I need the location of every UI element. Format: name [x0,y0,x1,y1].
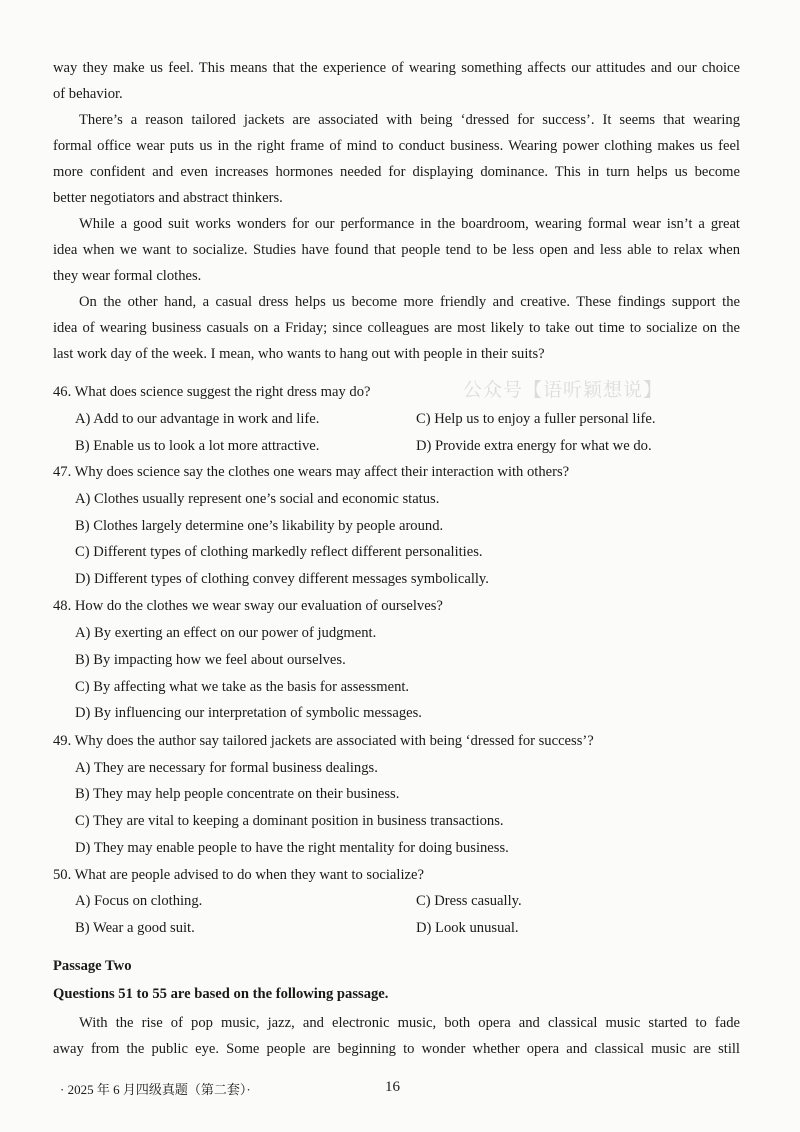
q50-option-c[interactable]: C) Dress casually. [416,893,522,909]
question-49-stem: 49. Why does the author say tailored jackets are associated with being ‘dressed for success’? [53,733,594,749]
passage-two-title: Passage Two [53,958,132,974]
q48-option-a[interactable]: A) By exerting an effect on our power of judgment. [75,625,377,641]
passage-two-instruction: Questions 51 to 55 are based on the following passage. [53,986,389,1002]
footer-exam-label: · 2025 年 6 月四级真题（第二套）· [60,1082,251,1097]
passage-paragraph [53,1010,740,1062]
q48-option-d[interactable]: D) By influencing our interpretation of symbolic messages. [75,705,422,721]
question-50-stem: 50. What are people advised to do when they want to socialize? [53,867,424,883]
passage-paragraph [53,211,740,289]
question-47-stem: 47. Why does science say the clothes one wears may affect their interaction with others? [53,464,570,480]
text-line: they wear formal clothes. [53,268,202,284]
q49-option-c[interactable]: C) They are vital to keeping a dominant position in business transactions. [75,813,504,829]
q50-option-a[interactable]: A) Focus on clothing. [75,893,203,909]
q49-option-d[interactable]: D) They may enable people to have the right mentality for doing business. [75,840,509,856]
text-line: last work day of the week. I mean, who wants to hang out with people in their suits? [53,346,545,362]
q50-option-b[interactable]: B) Wear a good suit. [75,920,195,936]
question-48-stem: 48. How do the clothes we wear sway our evaluation of ourselves? [53,598,443,614]
q46-option-a[interactable]: A) Add to our advantage in work and life. [75,411,320,427]
text-line: way they make us feel. This means that the experience of wearing something affects our attitudes and our choice [53,60,740,76]
text-line: idea of wearing business casuals on a Friday; since colleagues are most likely to take out time to socialize on the [53,320,740,336]
question-46-stem: 46. What does science suggest the right dress may do? [53,384,371,400]
text-line: better negotiators and abstract thinkers. [53,190,283,206]
text-line: formal office wear puts us in the right frame of mind to conduct business. Wearing power clothing makes us feel [53,138,740,154]
text-line: On the other hand, a casual dress helps us become more friendly and creative. These findings support the [79,294,740,310]
page-number: 16 [385,1079,400,1095]
q50-option-d[interactable]: D) Look unusual. [416,920,519,936]
text-line: away from the public eye. Some people are beginning to wonder whether opera and classical music are still [53,1041,740,1057]
text-line: There’s a reason tailored jackets are associated with being ‘dressed for success’. It seems that wearing [79,112,740,128]
watermark: 公众号【语听颖想说】 [463,379,664,401]
passage-paragraph [53,107,740,211]
q47-option-a[interactable]: A) Clothes usually represent one’s social and economic status. [75,491,440,507]
text-line: While a good suit works wonders for our performance in the boardroom, wearing formal wear isn’t a great [79,216,740,232]
q47-option-b[interactable]: B) Clothes largely determine one’s likability by people around. [75,518,444,534]
q46-option-b[interactable]: B) Enable us to look a lot more attractive. [75,438,320,454]
passage-paragraph [53,55,740,107]
q46-option-d[interactable]: D) Provide extra energy for what we do. [416,438,652,454]
passage-paragraph [53,289,740,367]
q48-option-b[interactable]: B) By impacting how we feel about ourselves. [75,652,346,668]
text-line: more confident and even increases hormones needed for displaying dominance. This in turn helps us become [53,164,740,180]
q49-option-b[interactable]: B) They may help people concentrate on their business. [75,786,400,802]
q48-option-c[interactable]: C) By affecting what we take as the basis for assessment. [75,679,410,695]
q47-option-d[interactable]: D) Different types of clothing convey different messages symbolically. [75,571,489,587]
q47-option-c[interactable]: C) Different types of clothing markedly reflect different personalities. [75,544,483,560]
text-line: With the rise of pop music, jazz, and electronic music, both opera and classical music started to fade [79,1015,740,1031]
q49-option-a[interactable]: A) They are necessary for formal business dealings. [75,760,378,776]
text-line: idea when we want to socialize. Studies have found that people tend to be less open and less able to relax when [53,242,740,258]
q46-option-c[interactable]: C) Help us to enjoy a fuller personal life. [416,411,656,427]
text-line: of behavior. [53,86,123,102]
